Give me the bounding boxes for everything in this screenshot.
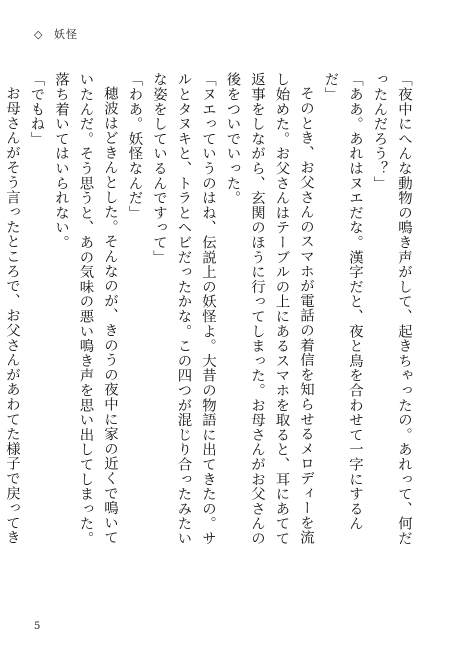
chapter-heading [34,26,78,42]
paragraph: 「ああ。あれはヌエだな。漢字だと、夜と鳥を合わせて一字にするんだ」 [322,72,363,531]
paragraph: 「夜中にへんな動物の鳴き声がして、起きちゃったの。あれって、何だったんだろう？」 [371,72,412,546]
vertical-body-text [0,72,416,552]
paragraph: 穂波はどきんとした。そんなのが、きのうの夜中に家の近くで鳴いていたんだ。そう思うと、あの気味の悪い鳴き声を思い出してしまった。落ち着いてはいられない。 [53,72,118,546]
diamond-icon: ◇ [34,28,44,41]
paragraph: 「ヌエっていうのはね、伝説上の妖怪よ。大昔の物語に出てきたの。サルとタヌキと、トラとヘビだったかな。この四つが混じり合ったみたいな姿をしているんですって」 [151,72,216,546]
paragraph: 「わあ。妖怪なんだ」 [126,72,143,220]
page-number: 5 [34,621,41,632]
paragraph: 「でもね」 [28,72,45,146]
paragraph: そのとき、お父さんのスマホが電話の着信を知らせるメロディーを流し始めた。お父さんはテーブルの上にあるスマホを取ると、耳にあてて返事をしながら、玄関のほうに行ってしまった。お母さんがお父さんの後をついでいった。 [224,72,314,546]
paragraph: お母さんがそう言ったところで、お父さんがあわてた様子で戻ってき [4,86,20,546]
chapter-title: 妖怪 [53,28,78,41]
